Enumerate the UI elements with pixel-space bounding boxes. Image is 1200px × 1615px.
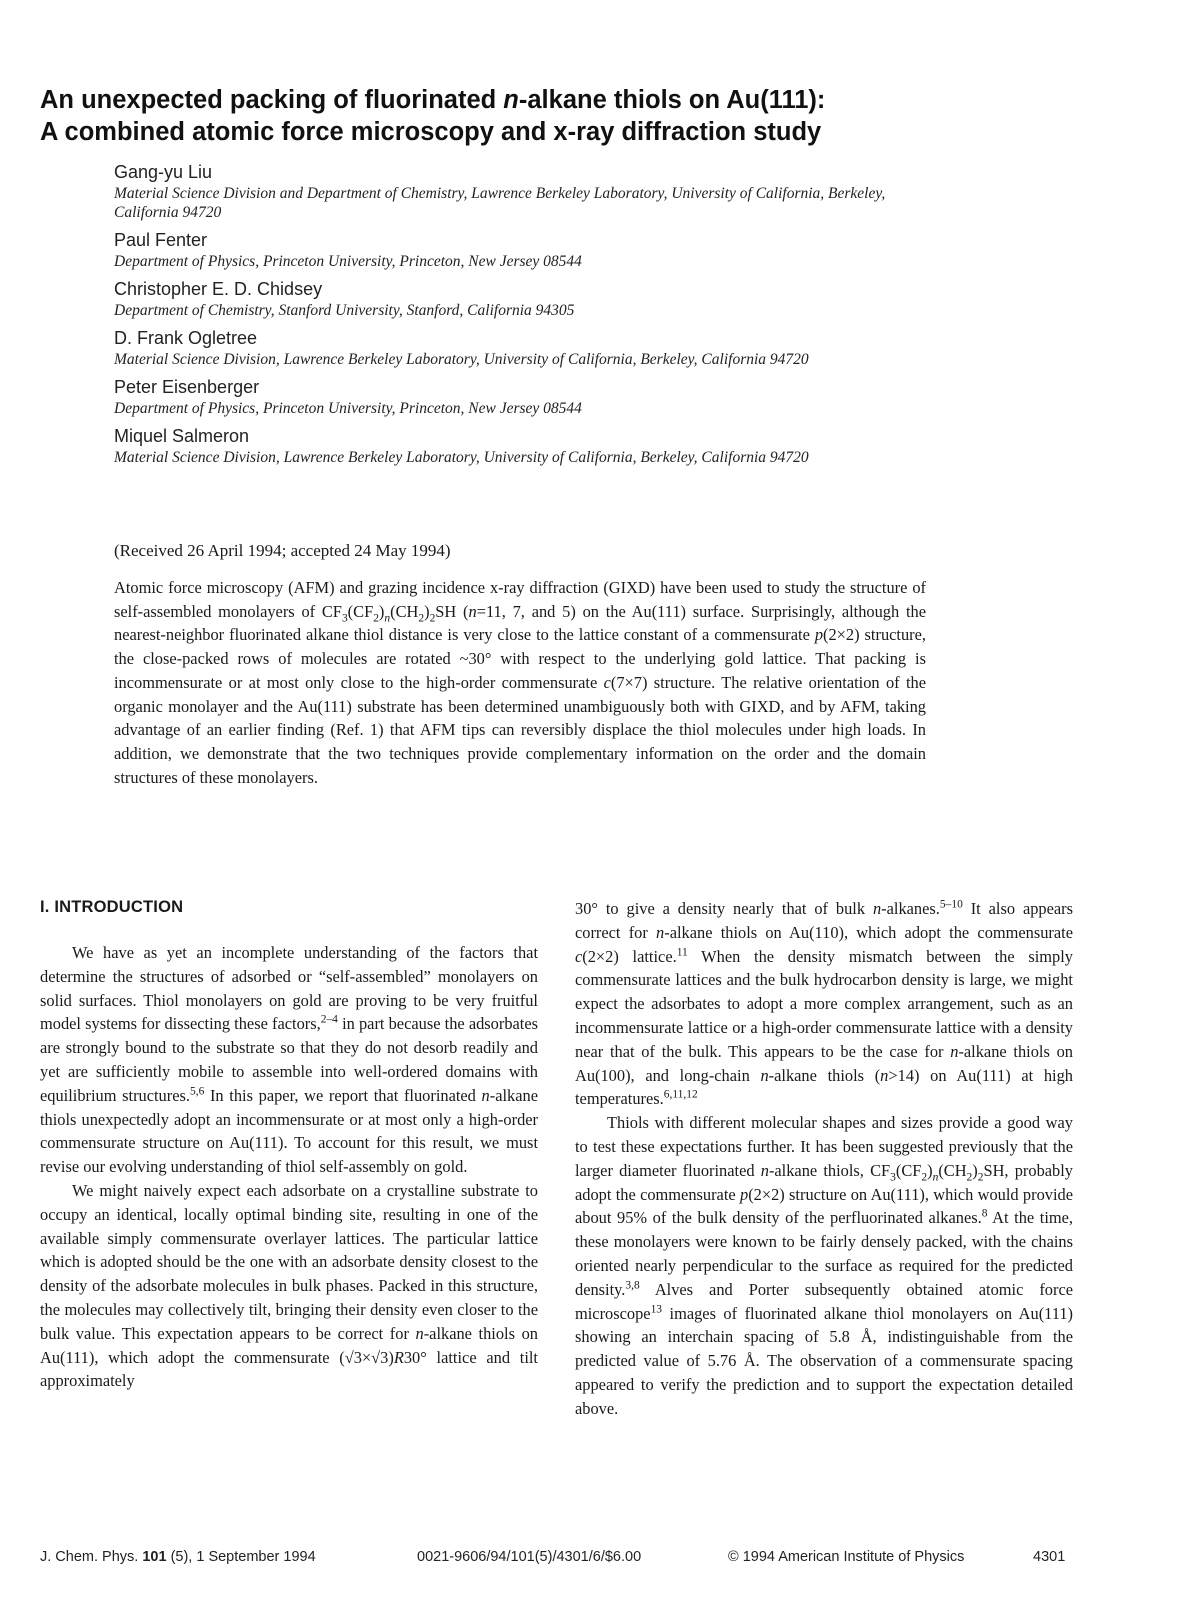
- title-line1-end: -alkane thiols on Au(111):: [518, 86, 826, 114]
- right-column: [575, 897, 1073, 1421]
- author-affiliation: Department of Physics, Princeton University, Princeton, New Jersey 08544: [114, 253, 582, 270]
- page-number: 4301: [1033, 1549, 1066, 1565]
- author-name: Miquel Salmeron: [114, 426, 250, 446]
- author-block: [114, 424, 1114, 467]
- received-date: (Received 26 April 1994; accepted 24 May 1994): [114, 541, 451, 560]
- intro-paragraph-2: We might naively expect each adsorbate on a crystalline substrate to occupy an identical, locally optimal binding site, resulting in one of the available simply commensurate overlayer lattices. The particular lattice which is adopted should be the one with an adsorbate density closest to the density of the adsorbate molecules in bulk phases. Packed in this structure, the molecules may collectively tilt, bringing their density even closer to the bulk value. This expectation appears to be correct for n-alkane thiols on Au(111), which adopt the commensurate (√3×√3)R30° lattice and tilt approximately: [40, 1180, 538, 1391]
- title-line2: A combined atomic force microscopy and x-ray diffraction study: [40, 118, 822, 146]
- article-title: [40, 84, 1160, 148]
- abstract: Atomic force microscopy (AFM) and grazing incidence x-ray diffraction (GIXD) have been used to study the structure of self-assembled monolayers of $CF_3(CF_2)_n(CH_2)_2SH$ (n=11, 7, and 5) on the Au(111) surface. Surprisingly, although the nearest-neighbor fluorinated alkane thiol distance is very close to the lattice constant of a commensurate p(2×2) structure, the close-packed rows of molecules are rotated ~30° with respect to the underlying gold lattice. That packing is incommensurate or at most only close to the high-order commensurate c(7×7) structure. The relative orientation of the organic monolayer and the Au(111) substrate has been determined unambiguously both with GIXD, and by AFM, taking advantage of an earlier finding (Ref. 1) that AFM tips can reversibly displace the thiol molecules under high loads. In addition, we demonstrate that the two techniques provide complementary information on the order and the domain structures of these monolayers.: [114, 578, 926, 787]
- intro-paragraph-3: Thiols with different molecular shapes and sizes provide a good way to test these expectations further. It has been suggested previously that the larger diameter fluorinated n-alkane thiols, $CF_3(CF_2)_n(CH_2)_2SH$, probably adopt the commensurate p(2×2) structure on Au(111), which would provide about 95% of the bulk density of the perfluorinated alkanes.$^8$ At the time, these monolayers were known to be fairly densely packed, with the chains oriented nearly perpendicular to the surface as required for the predicted density.$^{3,8}$ Alves and Porter subsequently obtained atomic force microscope$^{13}$ images of fluorinated alkane thiol monolayers on Au(111) showing an interchain spacing of 5.8 Å, indistinguishable from the predicted value of 5.76 Å. The observation of a commensurate spacing appeared to verify the prediction and to support the expectation detailed above.: [575, 1113, 1074, 1418]
- author-affiliation: Material Science Division, Lawrence Berkeley Laboratory, University of California, Berkeley, California 94720: [114, 449, 809, 466]
- author-block: [114, 326, 1114, 369]
- author-name: Peter Eisenberger: [114, 377, 260, 397]
- author-name: Christopher E. D. Chidsey: [114, 279, 323, 299]
- author-block: [114, 277, 1114, 320]
- author-list: [114, 160, 1114, 473]
- author-name: Paul Fenter: [114, 230, 208, 250]
- intro-paragraph-1: We have as yet an incomplete understanding of the factors that determine the structures of adsorbed or “self-assembled” monolayers on solid surfaces. Thiol monolayers on gold are proving to be very fruitful model systems for dissecting these factors,$^{2-4}$ in part because the adsorbates are strongly bound to the substrate so that they do not desorb readily and yet are sufficiently mobile to assemble into well-ordered domains with equilibrium structures.$^{5,6}$ In this paper, we report that fluorinated n-alkane thiols unexpectedly adopt an incommensurate or at most only a high-order commensurate structure on Au(111). To account for this result, we must revise our evolving understanding of thiol self-assembly on gold.: [40, 943, 538, 1177]
- author-name: D. Frank Ogletree: [114, 328, 258, 348]
- author-block: [114, 228, 1114, 271]
- footer-copyright: © 1994 American Institute of Physics: [728, 1549, 965, 1565]
- section-heading: I. INTRODUCTION: [40, 898, 184, 916]
- author-affiliation: Department of Chemistry, Stanford University, Stanford, California 94305: [114, 302, 575, 319]
- left-column: [40, 897, 538, 1393]
- author-affiliation: Material Science Division, Lawrence Berkeley Laboratory, University of California, Berkeley, California 94720: [114, 351, 809, 368]
- title-line1: An unexpected packing of fluorinated: [40, 86, 504, 114]
- footer-code: 0021-9606/94/101(5)/4301/6/$6.00: [417, 1549, 642, 1565]
- intro-paragraph-2-continued: 30° to give a density nearly that of bulk n-alkanes.$^{5-10}$ It also appears correct for n-alkane thiols on Au(110), which adopt the commensurate c(2×2) lattice.$^{11}$ When the density mismatch between the simply commensurate lattices and the bulk hydrocarbon density is large, we might expect the adsorbates to adopt a more complex arrangement, such as an incommensurate lattice or a high-order commensurate lattice with a density near that of the bulk. This appears to be the case for n-alkane thiols on Au(100), and long-chain n-alkane thiols (n>14) on Au(111) at high temperatures.$^{6,11,12}$: [575, 898, 1073, 1109]
- title-italic-n: n: [503, 86, 519, 114]
- author-affiliation: Material Science Division and Department of Chemistry, Lawrence Berkeley Laboratory, University of California, Berkeley, California 94720: [114, 185, 886, 221]
- author-block: [114, 160, 1114, 222]
- footer-journal: J. Chem. Phys. 101 (5), 1 September 1994: [40, 1549, 316, 1565]
- author-block: [114, 375, 1114, 418]
- author-affiliation: Department of Physics, Princeton University, Princeton, New Jersey 08544: [114, 400, 582, 417]
- author-name: Gang-yu Liu: [114, 162, 213, 182]
